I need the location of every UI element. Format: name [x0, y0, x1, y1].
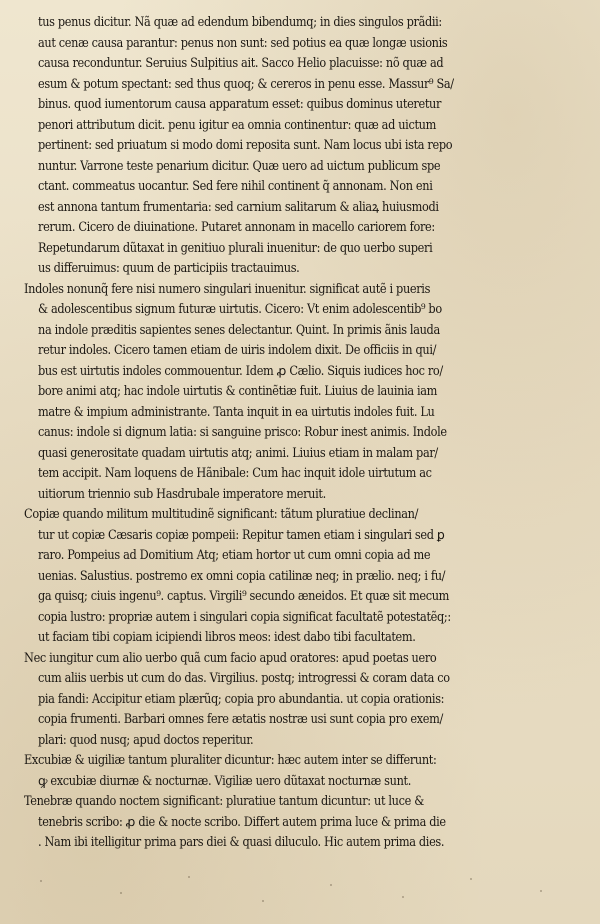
text-line: binus. quod iumentorum causa apparatum esset: quibus dominus uteretur: [38, 96, 442, 111]
text-line: . Nam ibi itelligitur prima pars diei & quasi diluculo. Hic autem prima dies.: [38, 834, 445, 849]
text-line: quasi generositate quadam uirtutis atq; animi. Liuius etiam in malam par/: [38, 444, 438, 460]
text-line: uitiorum triennio sub Hasdrubale imperatore meruit.: [38, 485, 326, 501]
text-line: plari: quod nusq; apud doctos reperitur.: [38, 731, 254, 747]
text-line: bus est uirtutis indoles commouentur. Idem ꝓ Cælio. Siquis iudices hoc ro/: [38, 362, 443, 378]
text-line: tus penus dicitur. Nã quæ ad edendum bibendumq; in dies singulos prãdii:: [38, 14, 442, 29]
text-line: raro. Pompeius ad Domitium Atq; etiam hortor ut cum omni copia ad me: [38, 547, 431, 562]
text-line: Repetundarum dũtaxat in genitiuo plurali inuenitur: de quo uerbo superi: [38, 239, 433, 255]
text-line: est annona tantum frumentaria: sed carnium salitarum & aliaꝝ huiusmodi: [38, 198, 439, 214]
text-line: & adolescentibus signum futuræ uirtutis. Cicero: Vt enim adolescentib⁹ bo: [38, 301, 442, 316]
text-line: esum & potum spectant: sed thus quoq; & cereros in penu esse. Massur⁹ Sa/: [38, 75, 454, 91]
text-line: nuntur. Varrone teste penarium dicitur. Quæ uero ad uictum publicum spe: [38, 157, 441, 173]
text-line: Copiæ quando militum multitudinẽ significant: tãtum pluratiue declinan/: [24, 506, 419, 521]
text-line: ctant. commeatus uocantur. Sed fere nihil continent q̃ annonam. Non eni: [38, 178, 433, 193]
text-line: Indoles nonunq̃ fere nisi numero singulari inuenitur. significat autẽ i pueris: [24, 280, 431, 296]
text-line: Excubiæ & uigiliæ tantum pluraliter dicuntur: hæc autem inter se differunt:: [24, 752, 437, 767]
text-line: rerum. Cicero de diuinatione. Putaret annonam in macello cariorem fore:: [38, 219, 435, 234]
text-line: copia lustro: propriæ autem i singulari copia significat facultatẽ potestatẽq;:: [38, 608, 451, 624]
text-line: Nec iungitur cum alio uerbo quã cum facio apud oratores: apud poetas uero: [24, 649, 437, 665]
text-line: cum aliis uerbis ut cum do das. Virgilius. postq; introgressi & coram data co: [38, 670, 450, 685]
text-line: pertinent: sed priuatum si modo domi reposita sunt. Nam locus ubi ista repo: [38, 137, 453, 152]
text-line: aut cenæ causa parantur: penus non sunt: sed potius ea quæ longæ usionis: [38, 34, 448, 50]
text-line: na indole præditis sapientes senes delectantur. Quint. In primis ãnis lauda: [38, 321, 440, 337]
text-line: matre & impium administrante. Tanta inquit in ea uirtutis indoles fuit. Lu: [38, 403, 435, 419]
text-line: tur ut copiæ Cæsaris copiæ pompeii: Repitur tamen etiam i singulari sed ꝑ: [38, 526, 445, 542]
text-line: causa reconduntur. Seruius Sulpitius ait. Sacco Helio placuisse: nõ quæ ad: [38, 55, 444, 70]
text-column: [24, 12, 572, 853]
text-line: canus: indole si dignum latia: si sanguine prisco: Robur inest animis. Indole: [38, 424, 447, 439]
text-line: tem accipit. Nam loquens de Hãnibale: Cum hac inquit idole uirtutum ac: [38, 465, 432, 480]
text-line: ga quisq; ciuis ingenu⁹. captus. Virgili⁹ secundo æneidos. Et quæ sit mecum: [38, 588, 450, 603]
text-line: ꝙ excubiæ diurnæ & nocturnæ. Vigiliæ uero dũtaxat nocturnæ sunt.: [38, 772, 411, 788]
text-line: Tenebræ quando noctem significant: pluratiue tantum dicuntur: ut luce &: [24, 793, 424, 808]
text-line: ut faciam tibi copiam icipiendi libros meos: idest dabo tibi facultatem.: [38, 629, 416, 644]
paper-specks: [0, 870, 600, 924]
text-line: penori attributum dicit. penu igitur ea omnia continentur: quæ ad uictum: [38, 116, 436, 132]
text-line: tenebris scribo: ꝓ die & nocte scribo. Differt autem prima luce & prima die: [38, 813, 446, 829]
text-line: uenias. Salustius. postremo ex omni copia catilinæ neq; in prælio. neq; i fu/: [38, 567, 446, 583]
text-line: retur indoles. Cicero tamen etiam de uiris indolem dixit. De officiis in qui/: [38, 342, 437, 357]
text-line: bore animi atq; hac indole uirtutis & continẽtiæ fuit. Liuius de lauinia iam: [38, 383, 438, 398]
text-line: us differuimus: quum de participiis tractauimus.: [38, 260, 300, 275]
text-line: pia fandi: Accipitur etiam plærũq; copia pro abundantia. ut copia orationis:: [38, 690, 445, 706]
text-line: copia frumenti. Barbari omnes fere ætatis nostræ usi sunt copia pro exem/: [38, 711, 443, 726]
